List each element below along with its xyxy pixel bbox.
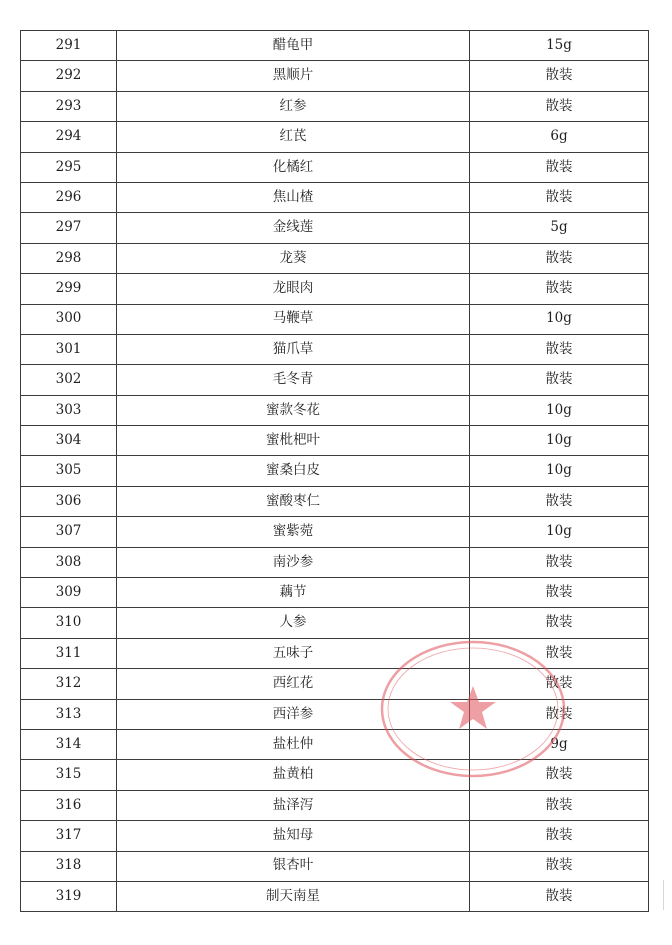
row-number: 316 xyxy=(21,790,117,820)
row-number: 295 xyxy=(21,152,117,182)
row-number: 296 xyxy=(21,182,117,212)
row-number: 306 xyxy=(21,486,117,516)
herb-spec: 10g xyxy=(470,456,649,486)
herb-spec: 10g xyxy=(470,395,649,425)
row-number: 293 xyxy=(21,91,117,121)
table-row xyxy=(21,152,649,182)
table-row xyxy=(21,456,649,486)
herb-name: 黑顺片 xyxy=(117,61,470,91)
herb-spec: 散装 xyxy=(470,61,649,91)
herb-name: 盐知母 xyxy=(117,821,470,851)
herb-spec: 10g xyxy=(470,304,649,334)
row-number: 307 xyxy=(21,517,117,547)
herb-spec: 散装 xyxy=(470,790,649,820)
herb-spec: 散装 xyxy=(470,547,649,577)
herb-name: 五味子 xyxy=(117,638,470,668)
table-row xyxy=(21,517,649,547)
herb-name: 化橘红 xyxy=(117,152,470,182)
herb-name: 西红花 xyxy=(117,669,470,699)
herb-spec: 散装 xyxy=(470,182,649,212)
row-number: 311 xyxy=(21,638,117,668)
table-row xyxy=(21,213,649,243)
herb-name: 毛冬青 xyxy=(117,365,470,395)
herb-name: 西洋参 xyxy=(117,699,470,729)
table-row xyxy=(21,182,649,212)
table-row xyxy=(21,426,649,456)
herb-name: 龙葵 xyxy=(117,243,470,273)
page-edge-mark xyxy=(663,880,672,910)
row-number: 297 xyxy=(21,213,117,243)
table-row xyxy=(21,243,649,273)
herb-spec: 散装 xyxy=(470,851,649,881)
herb-spec: 散装 xyxy=(470,760,649,790)
herb-spec: 10g xyxy=(470,426,649,456)
row-number: 312 xyxy=(21,669,117,699)
table-row xyxy=(21,334,649,364)
herb-spec: 散装 xyxy=(470,669,649,699)
herb-name: 人参 xyxy=(117,608,470,638)
herb-spec: 散装 xyxy=(470,578,649,608)
herb-name: 蜜款冬花 xyxy=(117,395,470,425)
table-row xyxy=(21,790,649,820)
row-number: 308 xyxy=(21,547,117,577)
row-number: 314 xyxy=(21,729,117,759)
table-row xyxy=(21,608,649,638)
herb-name: 红参 xyxy=(117,91,470,121)
row-number: 291 xyxy=(21,31,117,61)
herb-name: 银杏叶 xyxy=(117,851,470,881)
herb-spec: 散装 xyxy=(470,608,649,638)
herb-name: 南沙参 xyxy=(117,547,470,577)
table-row xyxy=(21,395,649,425)
table-row xyxy=(21,578,649,608)
row-number: 304 xyxy=(21,426,117,456)
herb-name: 猫爪草 xyxy=(117,334,470,364)
row-number: 317 xyxy=(21,821,117,851)
herb-spec: 散装 xyxy=(470,274,649,304)
row-number: 300 xyxy=(21,304,117,334)
table-row xyxy=(21,821,649,851)
table-row xyxy=(21,486,649,516)
row-number: 301 xyxy=(21,334,117,364)
herb-spec: 散装 xyxy=(470,152,649,182)
table-row xyxy=(21,122,649,152)
herb-spec: 10g xyxy=(470,517,649,547)
row-number: 309 xyxy=(21,578,117,608)
herb-spec: 15g xyxy=(470,31,649,61)
table-row xyxy=(21,91,649,121)
herb-spec: 散装 xyxy=(470,91,649,121)
seal-star-icon xyxy=(450,686,496,729)
herb-spec: 散装 xyxy=(470,881,649,911)
herb-name: 蜜枇杷叶 xyxy=(117,426,470,456)
table-row xyxy=(21,365,649,395)
row-number: 315 xyxy=(21,760,117,790)
row-number: 299 xyxy=(21,274,117,304)
herb-spec: 散装 xyxy=(470,365,649,395)
herb-name: 盐杜仲 xyxy=(117,729,470,759)
row-number: 310 xyxy=(21,608,117,638)
table-row xyxy=(21,851,649,881)
herb-spec: 散装 xyxy=(470,334,649,364)
herb-name: 蜜紫菀 xyxy=(117,517,470,547)
table-row xyxy=(21,304,649,334)
row-number: 319 xyxy=(21,881,117,911)
herb-name: 蜜桑白皮 xyxy=(117,456,470,486)
row-number: 318 xyxy=(21,851,117,881)
herb-name: 盐黄柏 xyxy=(117,760,470,790)
herb-name: 焦山楂 xyxy=(117,182,470,212)
row-number: 305 xyxy=(21,456,117,486)
table-row xyxy=(21,274,649,304)
row-number: 294 xyxy=(21,122,117,152)
herb-spec: 6g xyxy=(470,122,649,152)
row-number: 292 xyxy=(21,61,117,91)
herb-spec: 散装 xyxy=(470,821,649,851)
table-row xyxy=(21,547,649,577)
herb-name: 金线莲 xyxy=(117,213,470,243)
row-number: 302 xyxy=(21,365,117,395)
herb-name: 龙眼肉 xyxy=(117,274,470,304)
herb-name: 醋龟甲 xyxy=(117,31,470,61)
herb-spec: 5g xyxy=(470,213,649,243)
herb-name: 蜜酸枣仁 xyxy=(117,486,470,516)
herb-spec: 散装 xyxy=(470,699,649,729)
row-number: 298 xyxy=(21,243,117,273)
herb-spec: 散装 xyxy=(470,243,649,273)
herb-spec: 散装 xyxy=(470,638,649,668)
company-seal-stamp xyxy=(378,638,568,780)
herb-name: 藕节 xyxy=(117,578,470,608)
table-row xyxy=(21,61,649,91)
herb-name: 红芪 xyxy=(117,122,470,152)
row-number: 303 xyxy=(21,395,117,425)
herb-name: 制天南星 xyxy=(117,881,470,911)
herb-name: 马鞭草 xyxy=(117,304,470,334)
table-row xyxy=(21,881,649,911)
herb-spec: 散装 xyxy=(470,486,649,516)
herb-spec: 9g xyxy=(470,729,649,759)
row-number: 313 xyxy=(21,699,117,729)
table-row xyxy=(21,31,649,61)
herb-name: 盐泽泻 xyxy=(117,790,470,820)
